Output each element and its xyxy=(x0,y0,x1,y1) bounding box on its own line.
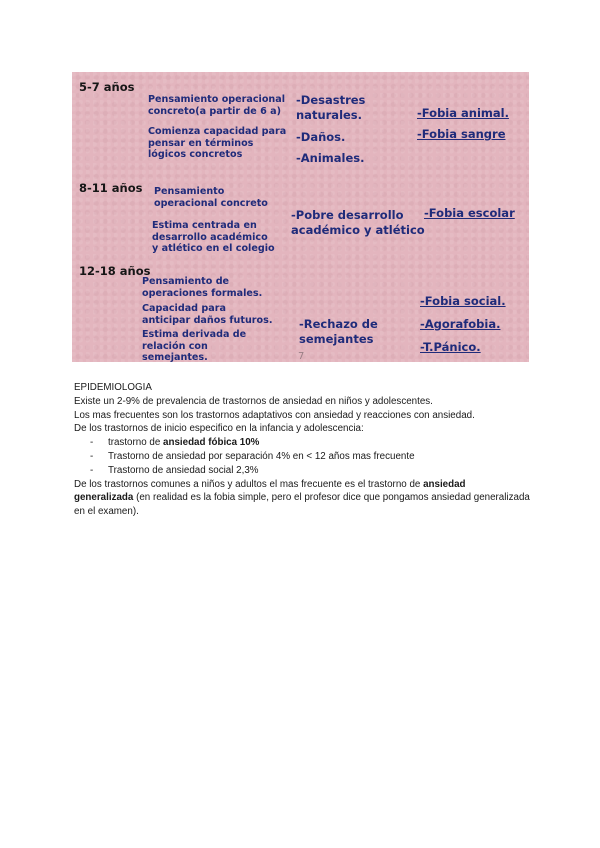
phobia-link: -T.Pánico. xyxy=(420,340,481,354)
document-body xyxy=(74,381,534,519)
phobia-link: -Fobia animal. xyxy=(417,106,509,120)
list-item: - Trastorno de ansiedad por separación 4% en < 12 años mas frecuente xyxy=(90,450,415,462)
development-text: Estima derivada de relación con semejantes. xyxy=(142,329,247,363)
fears-text: -Animales. xyxy=(296,151,365,165)
dash-bullet: - xyxy=(90,437,94,449)
development-text: Capacidad para anticipar daños futuros. xyxy=(142,303,273,326)
slide-image xyxy=(72,72,529,362)
list-item: - Trastorno de ansiedad social 2,3% xyxy=(90,464,259,476)
phobia-link: -Agorafobia. xyxy=(420,317,501,331)
age-label: 8-11 años xyxy=(79,181,143,195)
dash-bullet: - xyxy=(90,464,94,476)
paragraph: Los mas frecuentes son los trastornos adaptativos con ansiedad y reacciones con ansiedad. xyxy=(74,409,475,421)
fears-text: -Pobre desarrollo académico y atlético xyxy=(291,208,425,237)
list-item: - trastorno de ansiedad fóbica 10% xyxy=(90,437,260,449)
development-text: Pensamiento operacional concreto(a partir de 6 a) xyxy=(148,94,286,117)
phobia-link: -Fobia social. xyxy=(420,294,506,308)
phobia-link: -Fobia sangre xyxy=(417,127,506,141)
age-label: 12-18 años xyxy=(79,264,151,278)
development-text: Estima centrada en desarrollo académico y atlético en el colegio xyxy=(152,220,275,254)
fears-text: -Rechazo de semejantes xyxy=(299,317,378,346)
phobia-link: -Fobia escolar xyxy=(424,206,515,220)
paragraph: De los trastornos de inicio especifico en la infancia y adolescencia: xyxy=(74,423,364,435)
paragraph: Existe un 2-9% de prevalencia de trastornos de ansiedad en niños y adolescentes. xyxy=(74,395,433,407)
development-text: Pensamiento operacional concreto xyxy=(154,186,268,209)
fears-text: -Daños. xyxy=(296,130,346,144)
slide-page-number: 7 xyxy=(298,351,305,362)
section-heading: EPIDEMIOLOGIA xyxy=(74,382,152,393)
development-text: Pensamiento de operaciones formales. xyxy=(142,276,263,299)
bullet-list xyxy=(74,436,534,477)
paragraph: De los trastornos comunes a niños y adultos el mas frecuente es el trastorno de ansiedad generalizada (en realidad es la fobia simple, pero el profesor dice que pongamos ansiedad generalizada en el examen). xyxy=(74,478,530,518)
dash-bullet: - xyxy=(90,450,94,462)
fears-text: -Desastres naturales. xyxy=(296,93,366,122)
age-label: 5-7 años xyxy=(79,80,135,94)
development-text: Comienza capacidad para pensar en términos lógicos concretos xyxy=(148,126,287,160)
